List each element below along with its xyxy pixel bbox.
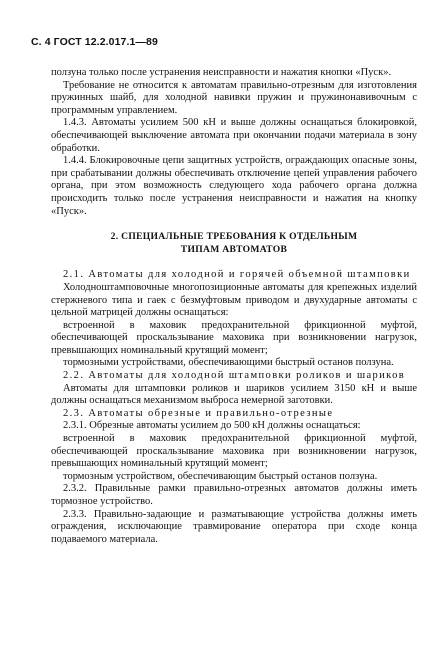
section-heading [51, 231, 417, 256]
section-heading-line: 2. СПЕЦИАЛЬНЫЕ ТРЕБОВАНИЯ К ОТДЕЛЬНЫМ [110, 231, 358, 243]
paragraph: Автоматы для штамповки роликов и шариков усилием 3150 кН и выше должны оснащаться механизмом выброса немерной заготовки. [51, 382, 417, 407]
paragraph: ползуна только после устранения неисправности и нажатия кнопки «Пуск». [51, 67, 392, 78]
paragraph: встроенной в маховик предохранительной фрикционной муфтой, обеспечивающей проскальзывание маховика при возникновении нагрузок, превышающих номинальный крутящий момент; [51, 319, 417, 356]
page-header: С. 4 ГОСТ 12.2.017.1—89 [31, 36, 158, 48]
paragraph: 2.3.2. Правильные рамки правильно-отрезных автоматов должны иметь тормозное устройство. [51, 483, 417, 507]
paragraph: 1.4.3. Автоматы усилием 500 кН и выше должны оснащаться блокировкой, обеспечивающей выключение автомата при окончании подачи материала в зону обработки. [51, 117, 417, 154]
paragraph: тормозными устройствами, обеспечивающими быстрый останов ползуна. [63, 357, 394, 369]
paragraph: встроенной в маховик предохранительной фрикционной муфтой, обеспечивающей проскальзывание маховика при возникновении нагрузок, превышающих номинальный крутящий момент; [51, 433, 417, 470]
paragraph: 1.4.4. Блокировочные цепи защитных устройств, ограждающих опасные зоны, при срабатывании должны обеспечивать отключение цепей управления рабочего органа, при этом возможность следующего хода рабочего органа должна происходить только после устранения неисправности и нажатия на кнопку «Пуск». [51, 155, 417, 217]
paragraph: 2.3.3. Правильно-задающие и разматывающие устройства должны иметь ограждения, исключающие травмирование оператора при сходе конца подаваемого материала. [51, 508, 417, 545]
paragraph: Холодноштамповочные многопозиционные автоматы для крепежных изделий стержневого типа и гаек с безмуфтовым приводом и двухударные автоматы с цельной матрицей должны оснащаться: [51, 281, 417, 319]
subsection-title: 2.3. Автоматы обрезные и правильно-отрезные [63, 407, 334, 419]
section-heading-line: ТИПАМ АВТОМАТОВ [180, 243, 288, 255]
paragraph: Требование не относится к автоматам правильно-отрезным для изготовления пружинных шайб, для холодной навивки пружин и пружинонавивочным с программным управлением. [51, 79, 417, 116]
subsection-title: 2.2. Автоматы для холодной штамповки роликов и шариков [63, 370, 406, 382]
document-body [51, 67, 417, 546]
paragraph: 2.3.1. Обрезные автоматы усилием до 500 кН должны оснащаться: [63, 420, 361, 432]
subsection-title: 2.1. Автоматы для холодной и горячей объемной штамповки [63, 269, 411, 281]
paragraph: тормозным устройством, обеспечивающим быстрый останов ползуна. [63, 470, 378, 482]
